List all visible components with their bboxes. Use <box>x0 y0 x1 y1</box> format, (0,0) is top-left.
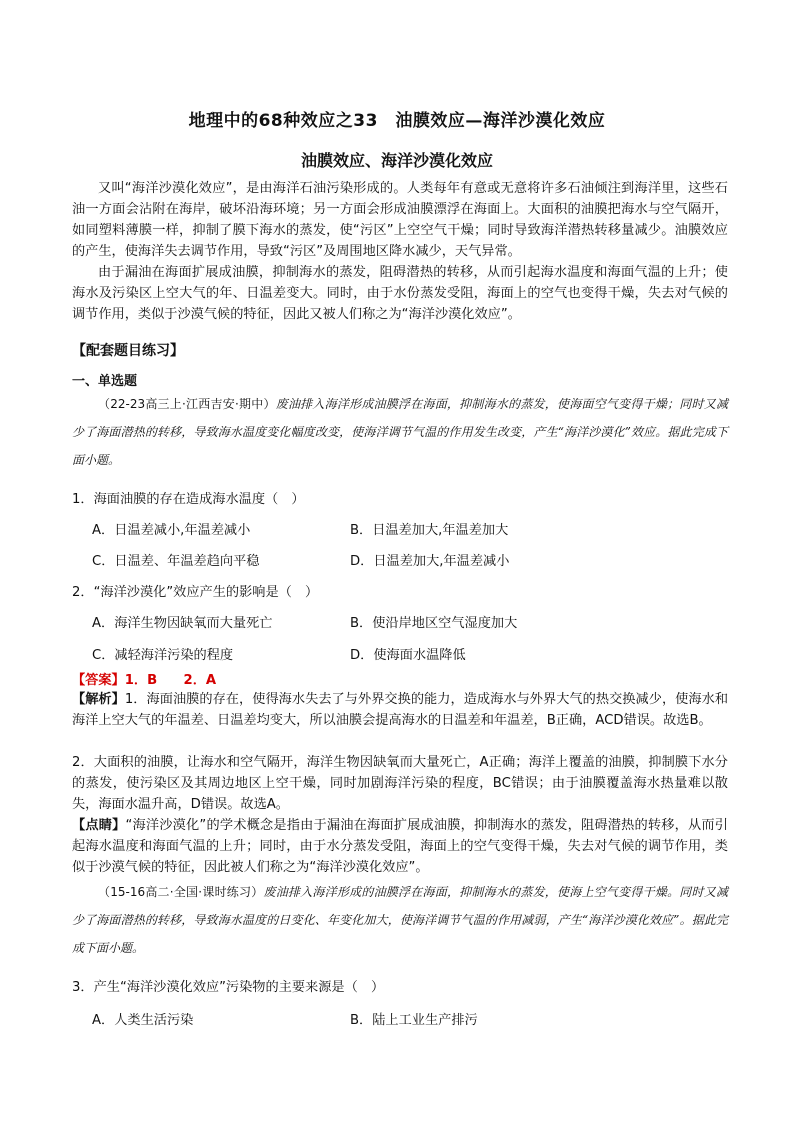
single-choice-heading: 一、单选题 <box>72 374 138 389</box>
q2-option-b[interactable]: B．使沿岸地区空气湿度加大 <box>350 616 518 631</box>
answer-label: 【答案】 <box>72 673 125 688</box>
q2-option-c[interactable]: C．减轻海洋污染的程度 <box>92 648 234 663</box>
comment <box>72 815 728 878</box>
question-source-2 <box>72 878 728 962</box>
answer-text: 1．B 2．A <box>124 673 217 688</box>
analysis-2: 2．大面积的油膜，让海水和空气隔开，海洋生物因缺氧而大量死亡，A正确；海洋上覆盖的油膜，抑制膜下水分的蒸发，使污染区及其周边地区上空干燥，同时加剧海洋污染的程度，BC错误；由于油膜覆盖海水热量难以散失，海面水温升高，D错误。故选A。 <box>72 755 728 812</box>
question-source-1 <box>72 390 728 474</box>
answer-line <box>72 669 216 688</box>
source-1-text: 废油排入海洋形成油膜浮在海面，抑制海水的蒸发，使海面空气变得干燥；同时又减少了海面潜热的转移，导致海水温度变化幅度改变，使海洋调节气温的作用发生改变，产生“海洋沙漠化”效应。据此完成下面小题。 <box>72 397 728 467</box>
section-title: 【配套题目练习】 <box>72 343 184 359</box>
question-1: 1．海面油膜的存在造成海水温度（ ） <box>72 492 305 507</box>
page-subtitle: 油膜效应、海洋沙漠化效应 <box>300 151 493 170</box>
analysis-1 <box>72 689 728 731</box>
page-title: 地理中的68种效应之33 油膜效应—海洋沙漠化效应 <box>188 111 606 131</box>
source-2-text: 废油排入海洋形成的油膜浮在海面，抑制海水的蒸发，使海上空气变得干燥。同时又减少了海面潜热的转移，导致海水温度的日变化、年变化加大，使海洋调节气温的作用减弱，产生“海洋沙漠化效应”。据此完成下面小题。 <box>72 885 729 955</box>
intro-paragraph-2: 由于漏油在海面扩展成油膜，抑制海水的蒸发，阻碍潜热的转移，从而引起海水温度和海面气温的上升；使海水及污染区上空大气的年、日温差变大。同时，由于水份蒸发受阻，海面上的空气也变得干燥，失去对气候的调节作用，类似于沙漠气候的特征，因此又被人们称之为“海洋沙漠化效应”。 <box>72 265 728 322</box>
q1-option-a[interactable]: A．日温差减小,年温差减小 <box>92 523 251 538</box>
source-2-tag: （15-16高二·全国·课时练习） <box>98 885 264 899</box>
q2-option-d[interactable]: D．使海面水温降低 <box>350 648 466 663</box>
source-1-tag: （22-23高三上·江西吉安·期中） <box>98 397 276 411</box>
q1-option-d[interactable]: D．日温差加大,年温差减小 <box>350 554 510 569</box>
question-3: 3．产生“海洋沙漠化效应”污染物的主要来源是（ ） <box>72 980 385 995</box>
analysis-label: 【解析】 <box>72 692 125 707</box>
q1-option-c[interactable]: C．日温差、年温差趋向平稳 <box>92 554 260 569</box>
intro-paragraph-1: 又叫“海洋沙漠化效应”，是由海洋石油污染形成的。人类每年有意或无意将许多石油倾注到海洋里，这些石油一方面会沾附在海岸，破坏沿海环境；另一方面会形成油膜漂浮在海面上。大面积的油膜把海水与空气隔开，如同塑料薄膜一样，抑制了膜下海水的蒸发，使“污区”上空空气干燥；同时导致海洋潜热转移量减少。油膜效应的产生，使海洋失去调节作用，导致“污区”及周围地区降水减少，天气异常。 <box>72 181 728 259</box>
q3-option-a[interactable]: A．人类生活污染 <box>92 1013 194 1028</box>
q2-option-a[interactable]: A．海洋生物因缺氧而大量死亡 <box>92 616 273 631</box>
comment-label: 【点睛】 <box>72 818 126 833</box>
question-2: 2．“海洋沙漠化”效应产生的影响是（ ） <box>72 585 319 600</box>
q1-option-b[interactable]: B．日温差加大,年温差加大 <box>350 523 509 538</box>
q3-option-b[interactable]: B．陆上工业生产排污 <box>350 1013 478 1028</box>
analysis-1-text: 1．海面油膜的存在，使得海水失去了与外界交换的能力，造成海水与外界大气的热交换减少，使海水和海洋上空大气的年温差、日温差均变大，所以油膜会提高海水的日温差和年温差，B正确，ACD错误。故选B。 <box>72 692 729 728</box>
comment-text: “海洋沙漠化”的学术概念是指由于漏油在海面扩展成油膜，抑制海水的蒸发，阻碍潜热的转移，从而引起海水温度和海面气温的上升；同时，由于水分蒸发受阻，海面上的空气变得干燥，失去对气候的调节作用，类似于沙漠气候的特征，因此被人们称之为“海洋沙漠化效应”。 <box>72 818 728 875</box>
